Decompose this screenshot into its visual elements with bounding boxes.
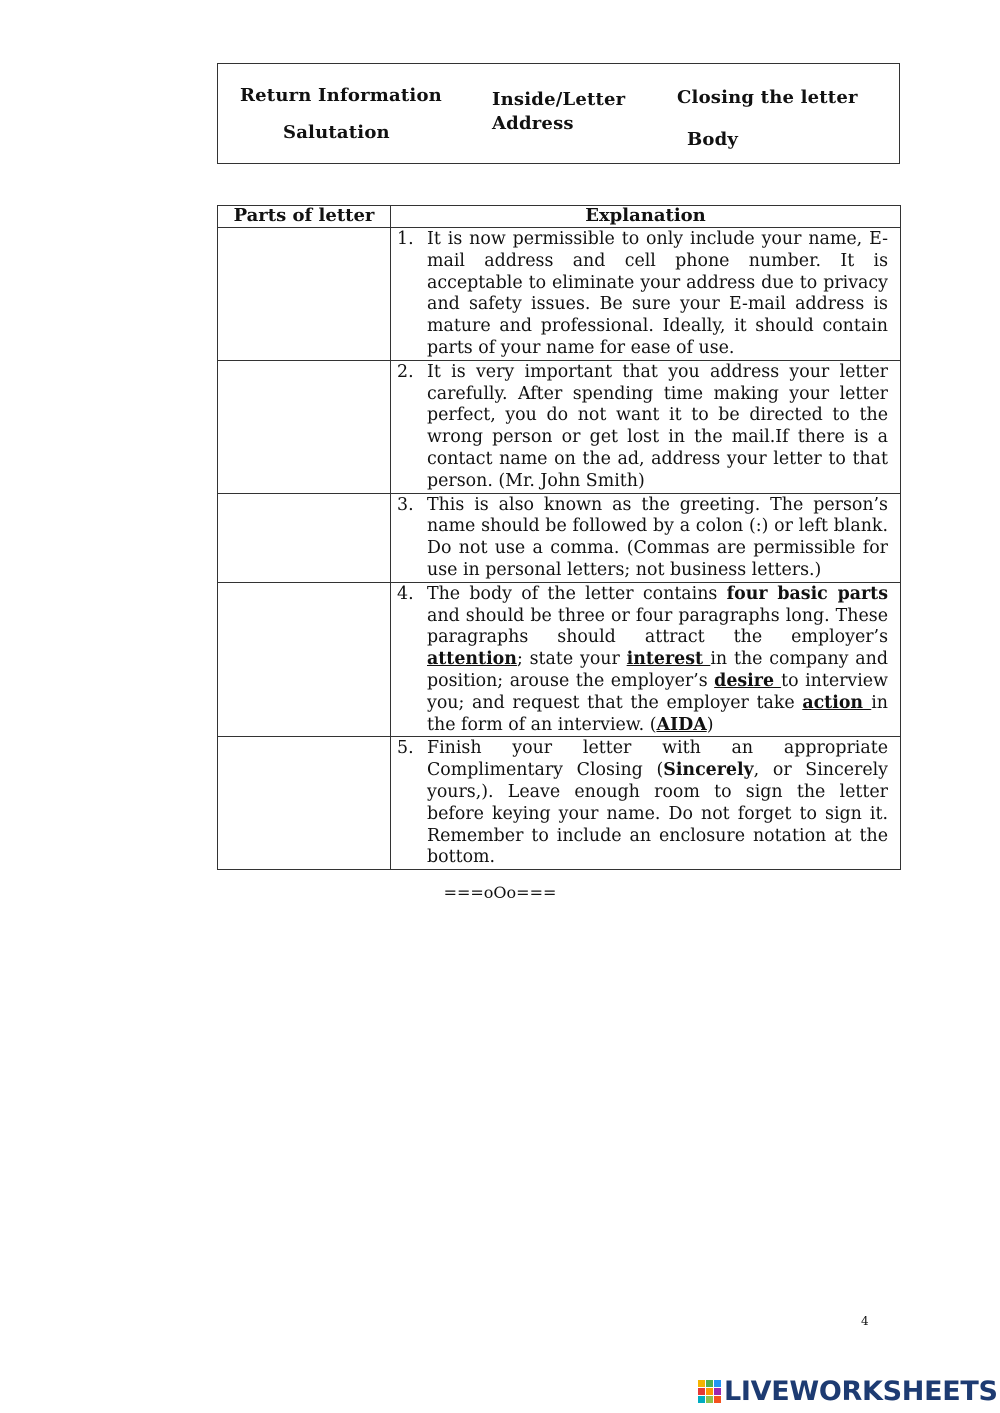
word-inside-letter-address <box>492 88 625 136</box>
parts-of-letter-table <box>217 205 901 870</box>
table-row <box>218 228 901 361</box>
explanation-cell-3 <box>391 493 901 582</box>
underline-desire: desire <box>714 670 782 691</box>
page-number: 4 <box>861 1314 869 1328</box>
part-answer-cell-1[interactable] <box>218 228 391 361</box>
explanation-text: Finish your letter with an appropriate Complimentary Closing (Sincerely, or Sincerely yours,). Leave enough room to sign the letter before keying your name. Do not forget to sign it. Remember to include an enclosure notation at the bottom. <box>427 738 888 868</box>
word-inside-letter-line2: Address <box>492 113 574 134</box>
word-inside-letter-line1: Inside/Letter <box>492 89 626 110</box>
explanation-cell-5 <box>391 737 901 870</box>
table-row <box>218 493 901 582</box>
item-number: 5. <box>397 738 414 759</box>
word-salutation: Salutation <box>283 122 390 143</box>
table-row <box>218 737 901 870</box>
word-return-information: Return Information <box>240 85 442 106</box>
explanation-cell-1 <box>391 228 901 361</box>
part-answer-cell-2[interactable] <box>218 360 391 493</box>
underline-attention: attention <box>427 649 517 670</box>
bold-four-basic-parts: four basic parts <box>726 583 888 604</box>
explanation-cell-4 <box>391 582 901 737</box>
explanation-text: It is now permissible to only include your name, E-mail address and cell phone number. It is acceptable to eliminate your address due to privacy and safety issues. Be sure your E-mail address is mature and professional. Ideally, it should contain parts of your name for ease of use. <box>427 229 888 358</box>
explanation-cell-2 <box>391 360 901 493</box>
header-explanation: Explanation <box>391 206 901 228</box>
end-mark: ===oOo=== <box>443 883 557 902</box>
word-body: Body <box>687 129 739 150</box>
liveworksheets-logo-icon <box>697 1379 723 1409</box>
item-number: 1. <box>397 229 414 249</box>
liveworksheets-logo <box>697 1376 998 1410</box>
item-number: 4. <box>397 583 414 604</box>
table-row <box>218 582 901 737</box>
bold-sincerely: Sincerely <box>663 760 754 781</box>
underline-action: action <box>802 692 872 713</box>
part-answer-cell-4[interactable] <box>218 582 391 737</box>
explanation-text: The body of the letter contains four basic parts and should be three or four paragraphs long. These paragraphs should attract the employer’s attention; state your interest in the company and position; arouse the employer’s desire to interview you; and request that the employer take action in the form of an interview. (AIDA) <box>427 583 889 735</box>
word-bank-box <box>217 63 900 164</box>
brand-text: LIVEWORKSHEETS <box>724 1376 998 1407</box>
underline-aida: AIDA <box>656 714 707 735</box>
explanation-text: This is also known as the greeting. The person’s name should be followed by a colon (:) or left blank. Do not use a comma. (Commas are permissible for use in personal letters; not business letters.) <box>427 494 888 580</box>
table-header-row <box>218 206 901 228</box>
word-closing-the-letter: Closing the letter <box>677 87 858 108</box>
item-number: 3. <box>397 494 414 515</box>
underline-interest: interest <box>626 649 711 670</box>
table-row <box>218 360 901 493</box>
part-answer-cell-5[interactable] <box>218 737 391 870</box>
item-number: 2. <box>397 361 414 382</box>
part-answer-cell-3[interactable] <box>218 493 391 582</box>
explanation-text: It is very important that you address your letter carefully. After spending time making your letter perfect, you do not want it to be directed to the wrong person or get lost in the mail.If there is a contact name on the ad, address your letter to that person. (Mr. John Smith) <box>427 361 888 491</box>
header-parts-of-letter: Parts of letter <box>218 206 391 228</box>
